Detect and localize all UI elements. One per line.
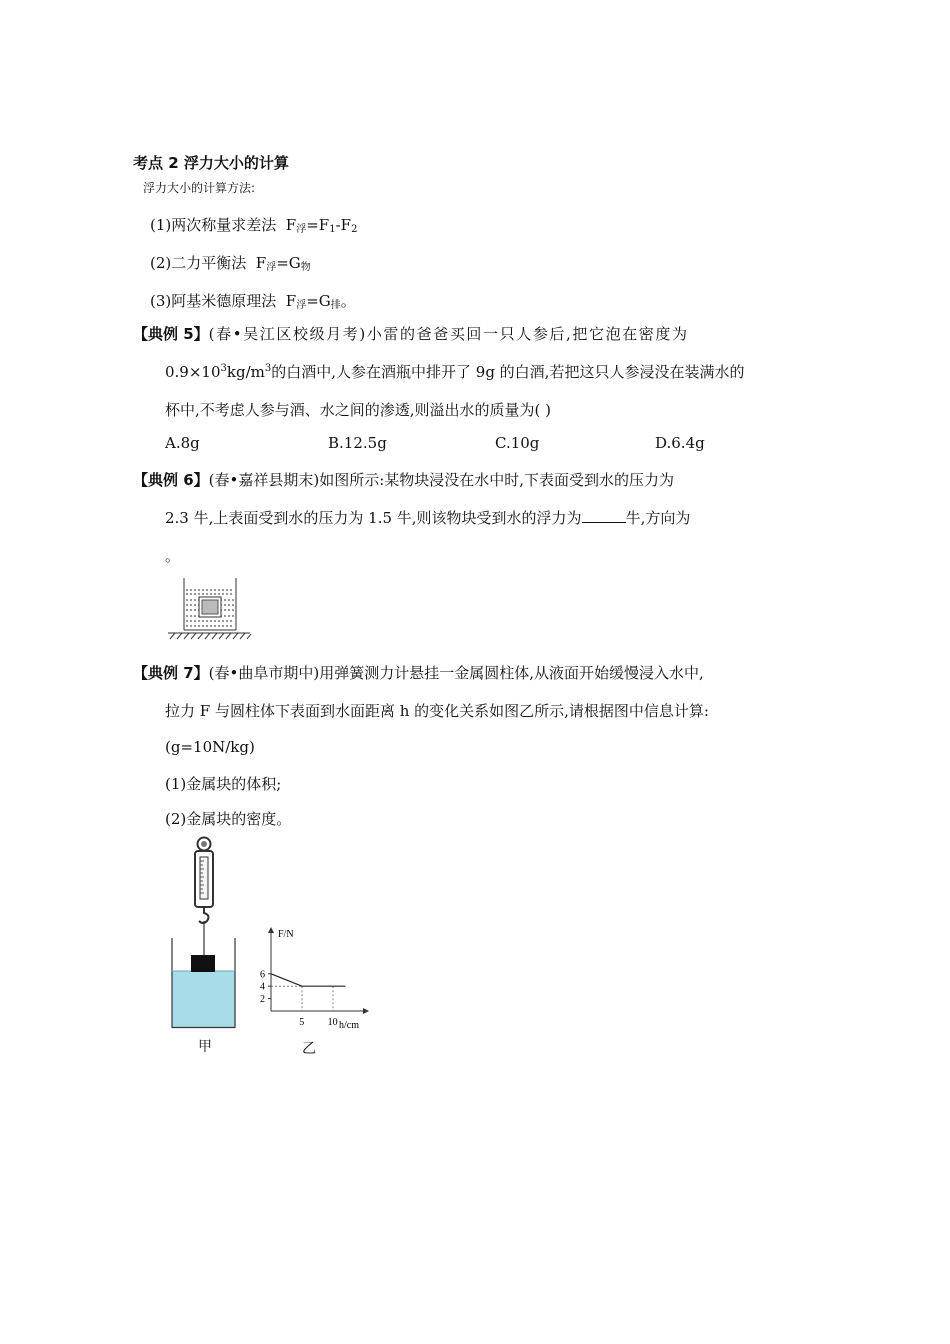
example-6-line3: 。 xyxy=(165,547,181,565)
option-a: A.8g xyxy=(165,434,200,452)
example-6-line2: 2.3 牛,上表面受到水的压力为 1.5 牛,则该物块受到水的浮力为 牛,方向为 xyxy=(165,509,691,527)
spring-scale xyxy=(195,838,213,956)
example-6-line1: 【典例 6】(春•嘉祥县期末)如图所示:某物块浸没在水中时,下表面受到水的压力为 xyxy=(133,471,675,489)
section-subtitle: 浮力大小的计算方法: xyxy=(143,181,256,195)
option-d: D.6.4g xyxy=(655,434,705,452)
ground-hatch xyxy=(168,633,251,639)
example-5-tag: 【典例 5】 xyxy=(133,325,209,343)
x-tick-label: 10 xyxy=(327,1017,338,1028)
figure-label-jia: 甲 xyxy=(198,1039,212,1055)
submerged-block-figure xyxy=(166,575,252,640)
example-7-line2: 拉力 F 与圆柱体下表面到水面距离 h 的变化关系如图乙所示,请根据图中信息计算: xyxy=(165,702,709,720)
x-axis-arrow xyxy=(363,1008,369,1014)
force-depth-chart xyxy=(255,925,375,1035)
method-3: (3)阿基米德原理法 $F_浮=G_排$。 xyxy=(150,292,356,311)
answer-blank xyxy=(582,510,626,523)
example-7-line1: 【典例 7】(春•曲阜市期中)用弹簧测力计悬挂一金属圆柱体,从液面开始缓慢浸入水中, xyxy=(133,664,704,682)
metal-cylinder xyxy=(191,955,215,972)
y-axis-arrow xyxy=(268,927,274,933)
example-7-tag: 【典例 7】 xyxy=(133,664,209,682)
option-b: B.12.5g xyxy=(328,434,387,452)
spring-scale-figure xyxy=(165,835,245,1030)
example-5-line3: 杯中,不考虑人参与酒、水之间的渗透,则溢出水的质量为( ) xyxy=(165,401,552,419)
y-tick-label: 6 xyxy=(260,969,265,981)
method-1: (1)两次称量求差法 $F_浮=F_1-F_2$ xyxy=(150,216,358,235)
example-5-line1: 【典例 5】(春•吴江区校级月考)小雷的爸爸买回一只人参后,把它泡在密度为 xyxy=(133,325,689,343)
example-5-line2: $0.9\times 10^3kg/m^3$的白酒中,人参在酒瓶中排开了 9g 的白酒,若把这只人参浸没在装满水的 xyxy=(165,363,745,381)
question-1: (1)金属块的体积; xyxy=(165,775,282,793)
question-2: (2)金属块的密度。 xyxy=(165,810,292,828)
section-title: 考点 2 浮力大小的计算 xyxy=(133,154,289,172)
y-tick-label: 4 xyxy=(260,981,265,993)
series-line xyxy=(271,974,345,986)
x-axis-label: h/cm xyxy=(339,1020,359,1031)
option-c: C.10g xyxy=(495,434,540,452)
y-axis-label: F/N xyxy=(278,929,294,940)
block xyxy=(199,597,221,617)
example-7-line3: (g=10N/kg) xyxy=(165,738,255,756)
x-tick-label: 5 xyxy=(299,1017,305,1028)
y-tick-label: 2 xyxy=(260,994,265,1006)
example-6-tag: 【典例 6】 xyxy=(133,471,209,489)
method-2: (2)二力平衡法 $F_浮=G_物$ xyxy=(150,254,311,273)
figure-label-yi: 乙 xyxy=(302,1041,316,1057)
